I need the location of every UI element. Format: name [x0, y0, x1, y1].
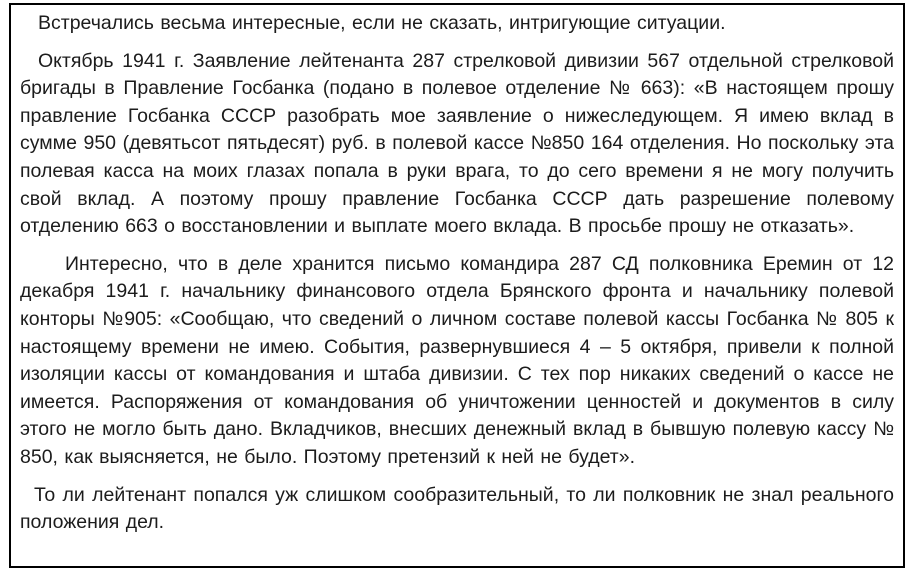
paragraph-colonel-letter: Интересно, что в деле хранится письмо командира 287 СД полковника Еремин от 12 декабря 1941 г. начальнику финансового отдела Брянского фронта и начальнику полевой конторы №905: «Сообщаю, что сведений о личном составе полевой кассы Госбанка № 805 к настоящему времени не имею. События, развернувшиеся 4 – 5 октября, привели к полной изоляции кассы от командования и штаба дивизии. С тех пор никаких сведений о кассе не имеется. Распоряжения от командования об уничтожении ценностей и документов в силу этого не могло быть дано. Вкладчиков, внесших денежный вклад в бывшую полевую кассу № 850, как выясняется, не было. Поэтому претензий к ней не будет».	[20, 252, 894, 468]
paragraph-lieutenant-claim: Октябрь 1941 г. Заявление лейтенанта 287 стрелковой дивизии 567 отдельной стрелковой бригады в Правление Госбанка (подано в полевое отделение № 663): «В настоящем прошу правление Госбанка СССР разобрать мое заявление о нижеследующем. Я имею вклад в сумме 950 (девятьсот пятьдесят) руб. в полевой кассе №850 164 отделения. Но поскольку эта полевая касса на моих глазах попала в руки врага, то до сего времени я не могу получить свой вклад. А поэтому прошу правление Госбанка СССР дать разрешение полевому отделению 663 о восстановлении и выплате моего вклада. В просьбе прошу не отказать».	[20, 49, 894, 238]
paragraph-intro: Встречались весьма интересные, если не сказать, интригующие ситуации.	[38, 12, 726, 34]
document-body	[20, 10, 894, 537]
paragraph-conclusion: То ли лейтенант попался уж слишком сообразительный, то ли полковник не знал реального положения дел.	[20, 483, 894, 534]
text-frame-border	[9, 3, 905, 568]
